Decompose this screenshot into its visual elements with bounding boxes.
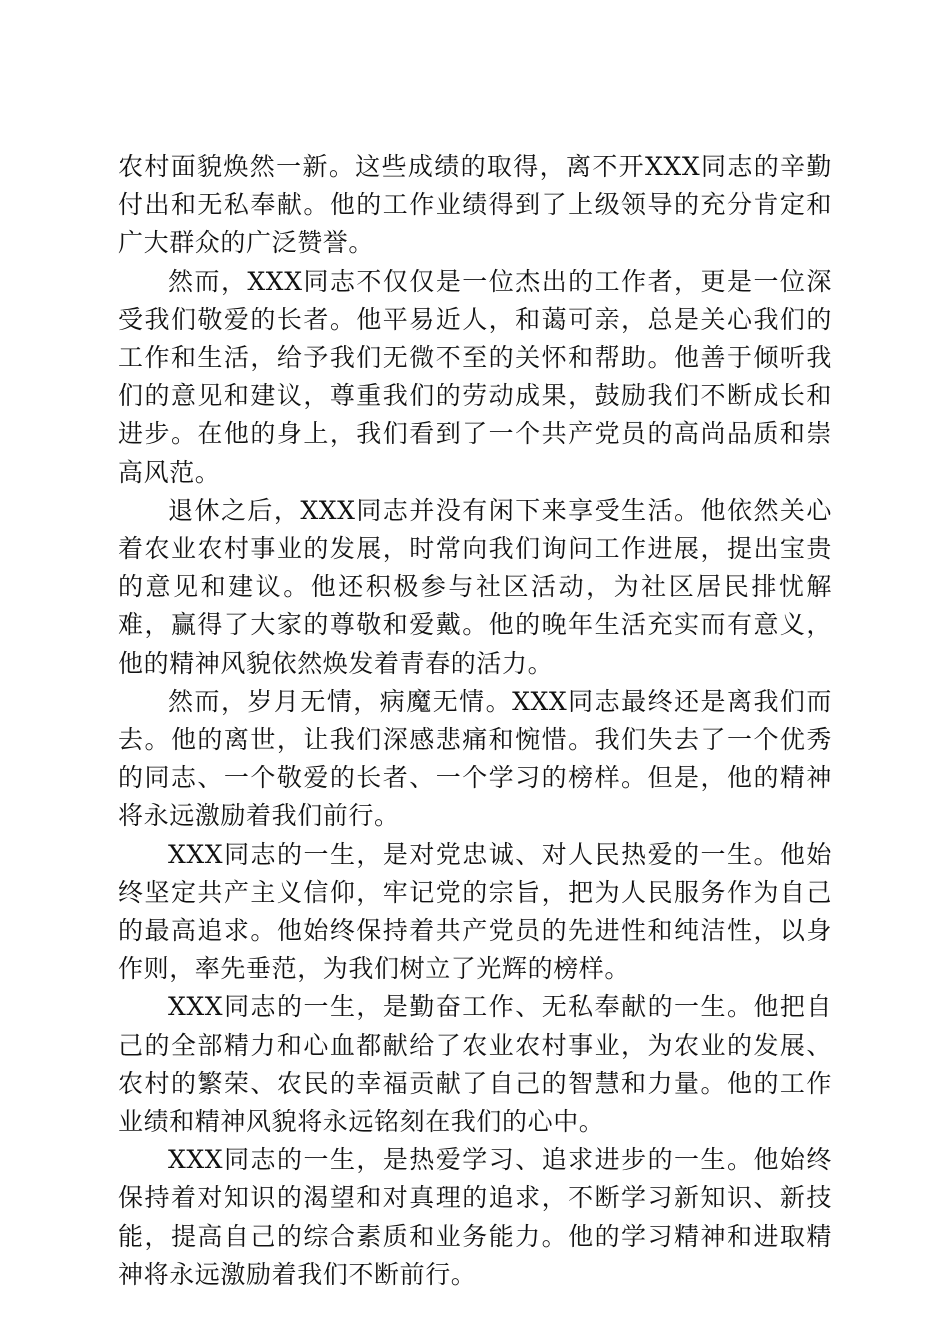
paragraph: 然而，XXX同志不仅仅是一位杰出的工作者，更是一位深受我们敬爱的长者。他平易近人，和蔼可亲，总是关心我们的工作和生活，给予我们无微不至的关怀和帮助。他善于倾听我们的意见和建议，尊重我们的劳动成果，鼓励我们不断成长和进步。在他的身上，我们看到了一个共产党员的高尚品质和崇高风范。 (118, 266, 832, 487)
paragraph: 然而，岁月无情，病魔无情。XXX同志最终还是离我们而去。他的离世，让我们深感悲痛和惋惜。我们失去了一个优秀的同志、一个敬爱的长者、一个学习的榜样。但是，他的精神将永远激励着我们前行。 (118, 686, 832, 831)
paragraph: XXX同志的一生，是热爱学习、追求进步的一生。他始终保持着对知识的渴望和对真理的追求，不断学习新知识、新技能，提高自己的综合素质和业务能力。他的学习精神和进取精神将永远激励着我们不断前行。 (118, 1145, 832, 1289)
paragraph-continuation: 农村面貌焕然一新。这些成绩的取得，离不开XXX同志的辛勤付出和无私奉献。他的工作业绩得到了上级领导的充分肯定和广大群众的广泛赞誉。 (118, 152, 832, 258)
paragraph: XXX同志的一生，是勤奋工作、无私奉献的一生。他把自己的全部精力和心血都献给了农业农村事业，为农业的发展、农村的繁荣、农民的幸福贡献了自己的智慧和力量。他的工作业绩和精神风貌将永远铭刻在我们的心中。 (118, 992, 832, 1137)
paragraph: 退休之后，XXX同志并没有闲下来享受生活。他依然关心着农业农村事业的发展，时常向我们询问工作进展，提出宝贵的意见和建议。他还积极参与社区活动，为社区居民排忧解难，赢得了大家的尊敬和爱戴。他的晚年生活充实而有意义，他的精神风貌依然焕发着青春的活力。 (118, 495, 832, 678)
document-body (118, 148, 832, 1294)
paragraph: XXX同志的一生，是对党忠诚、对人民热爱的一生。他始终坚定共产主义信仰，牢记党的宗旨，把为人民服务作为自己的最高追求。他始终保持着共产党员的先进性和纯洁性，以身作则，率先垂范，为我们树立了光辉的榜样。 (118, 839, 832, 984)
